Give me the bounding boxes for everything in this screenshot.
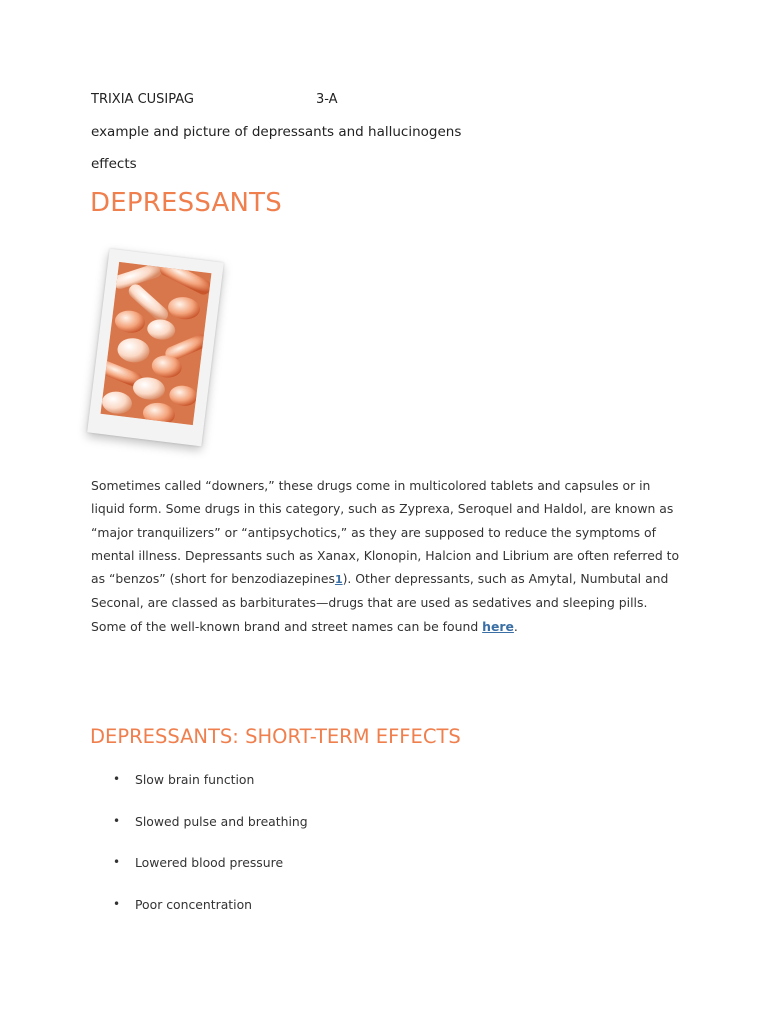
pills-illustration: [101, 262, 212, 425]
effects-label: effects: [91, 156, 137, 172]
paragraph-text-end: .: [513, 618, 518, 634]
list-item: • Poor concentration: [91, 897, 308, 939]
heading-short-term-effects: DEPRESSANTS: SHORT-TERM EFFECTS: [90, 725, 461, 748]
student-name: TRIXIA CUSIPAG: [91, 92, 194, 107]
list-item: • Slow brain function: [91, 772, 308, 814]
list-item: • Lowered blood pressure: [91, 855, 308, 897]
paragraph-text-1: Sometimes called “downers,” these drugs come in multicolored tablets and capsules or in liquid form. Some drugs in this category, such as Zyprexa, Seroquel and Haldol, are known as “major tranquilizers” or “antipsychotics,” as they are supposed to reduce the symptoms of mental illness. Depressants such as Xanax, Klonopin, Halcion and Librium are often referred to as “benzos” (short for benzodiazepines: [91, 478, 680, 587]
student-section: 3-A: [316, 92, 338, 107]
paragraph-body: [91, 474, 681, 638]
heading-depressants: DEPRESSANTS: [90, 188, 282, 218]
here-link[interactable]: here: [482, 618, 514, 634]
effects-list: [91, 772, 308, 938]
pills-photo-frame: [87, 249, 224, 447]
pills-image: [101, 262, 212, 425]
document-subtitle: example and picture of depressants and hallucinogens: [91, 124, 462, 140]
footnote-link[interactable]: 1: [334, 573, 343, 587]
depressants-paragraph: [91, 474, 681, 638]
paragraph-text-2: ). Other depressants, such as Amytal, Numbutal and Seconal, are classed as barbiturates—drugs that are used as sedatives and sleeping pills. Some of the well-known brand and street names can be found: [91, 571, 669, 634]
list-item: • Slowed pulse and breathing: [91, 814, 308, 856]
